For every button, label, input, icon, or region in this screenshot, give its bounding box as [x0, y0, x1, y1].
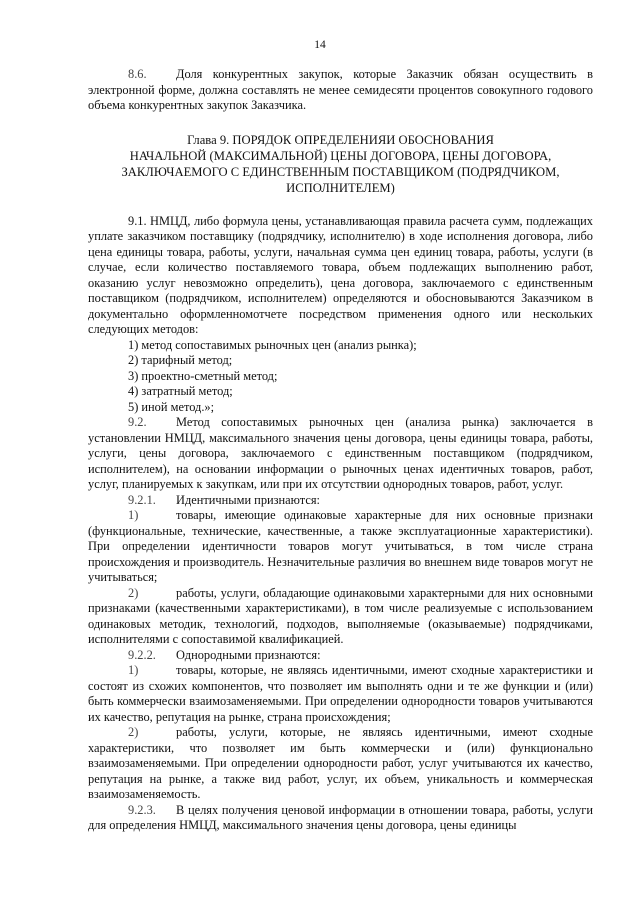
- list-item: 1) метод сопоставимых рыночных цен (анализ рынка);: [128, 337, 417, 352]
- chapter-title-line-3: ЗАКЛЮЧАЕМОГО С ЕДИНСТВЕННЫМ ПОСТАВЩИКОМ (ПОДРЯДЧИКОМ,: [121, 164, 560, 179]
- item-text: товары, которые, не являясь идентичными, имеют сходные характеристики и состоят из схожих компонентов, что позволяет им выполнять одни и те же функции и (или) быть коммерчески взаимозаменяемыми. При определении однородности товаров учитываются их качество, репутация на рынке, страна происхождения;: [88, 663, 593, 724]
- clause-text: Идентичными признаются:: [176, 492, 320, 507]
- item-number: 2): [128, 725, 139, 739]
- list-item: 3) проектно-сметный метод;: [128, 368, 278, 383]
- paragraph-9-2-2: [88, 648, 593, 664]
- item-text: товары, имеющие одинаковые характерные для них основные признаки (функциональные, технические, качественные, а также эксплуатационные характеристики). При определении идентичности товаров могут учитываться, в том числе страна происхождения и производитель. Незначительные различия во внешнем виде товаров могут не учитываться;: [88, 508, 593, 584]
- paragraph-9-2: [88, 415, 593, 493]
- chapter-title-line-2: НАЧАЛЬНОЙ (МАКСИМАЛЬНОЙ) ЦЕНЫ ДОГОВОРА, ЦЕНЫ ДОГОВОРА,: [129, 148, 552, 163]
- paragraph-9-1: 9.1. НМЦД, либо формула цены, устанавливающая правила расчета сумм, подлежащих уплате заказчиком поставщику (подрядчику, исполнителю) в ходе исполнения договора, либо цена единицы товара, работы, услуги, начальная сумма цен единиц товара, работы, услуги (в случае, если количество поставляемого товара, объем подлежащих выполнению работ, оказанию услуг невозможно определить), цена договора, заключаемого с единственным поставщиком (подрядчиком, исполнителем) определяются и обосновываются Заказчиком в документально оформленномотчете посредством применения одного или нескольких следующих методов:: [88, 213, 593, 336]
- list-item: 4) затратный метод;: [128, 384, 233, 398]
- paragraph-9-2-2-item-1: [88, 663, 593, 725]
- document-body: [88, 67, 593, 834]
- clause-text: Метод сопоставимых рыночных цен (анализа рынка) заключается в установлении НМЦД, максимального значения цены договора, цены единицы товара, работы, услуги, цены договора, заключаемого с единственным поставщиком (подрядчиком, исполнителем), на основании информации о рыночных ценах идентичных товаров, работ, услуг, планируемых к закупкам, или при их отсутствии однородных товаров, работ, услуг.: [88, 415, 593, 491]
- chapter-title-line-4: ИСПОЛНИТЕЛЕМ): [286, 180, 395, 195]
- paragraph-9-2-1-item-2: [88, 586, 593, 648]
- list-item: 5) иной метод.»;: [128, 399, 215, 414]
- list-item: 2) тарифный метод;: [128, 353, 233, 367]
- clause-number: 9.2.2.: [128, 647, 156, 662]
- chapter-heading: [88, 132, 593, 196]
- item-text: работы, услуги, которые, не являясь идентичными, имеют сходные характеристики, что позволяет им быть коммерчески и (или) функционально взаимозаменяемыми. При определении однородности работ, услуг учитываются их качество, репутация на рынке, а также вид работ, услуг, их объем, уникальность и коммерческая взаимозаменяемость.: [88, 725, 593, 801]
- clause-text: В целях получения ценовой информации в отношении товара, работы, услуги для определения НМЦД, максимального значения цены договора, цены единицы: [88, 802, 593, 832]
- clause-text: Однородными признаются:: [176, 647, 321, 662]
- paragraph-9-2-1-item-1: [88, 508, 593, 586]
- item-text: работы, услуги, обладающие одинаковыми характерными для них основными признаками (качественными характеристиками), в том числе реализуемые с использованием одинаковых методик, технологий, подходов, выполняемые (оказываемые) подрядчиками, исполнителями с сопоставимой квалификацией.: [88, 585, 593, 646]
- item-number: 1): [128, 663, 139, 677]
- clause-number: 9.2.3.: [128, 802, 156, 817]
- paragraph-9-2-2-item-2: [88, 725, 593, 803]
- chapter-title-line-1: Глава 9. ПОРЯДОК ОПРЕДЕЛЕНИЯИ ОБОСНОВАНИЯ: [187, 132, 494, 147]
- item-number: 2): [128, 585, 139, 600]
- item-number: 1): [128, 508, 139, 522]
- methods-list: [88, 338, 593, 416]
- clause-number: 8.6.: [128, 67, 147, 81]
- paragraph-9-2-1: [88, 493, 593, 509]
- paragraph-8-6: [88, 67, 593, 114]
- paragraph-9-2-3: [88, 803, 593, 834]
- clause-number: 9.2.1.: [128, 492, 156, 507]
- page-number: 14: [314, 39, 326, 51]
- clause-text: Доля конкурентных закупок, которые Заказчик обязан осуществить в электронной форме, должна составлять не менее семидесяти процентов совокупного годового объема конкурентных закупок Заказчика.: [88, 67, 593, 112]
- clause-number: 9.2.: [128, 415, 147, 429]
